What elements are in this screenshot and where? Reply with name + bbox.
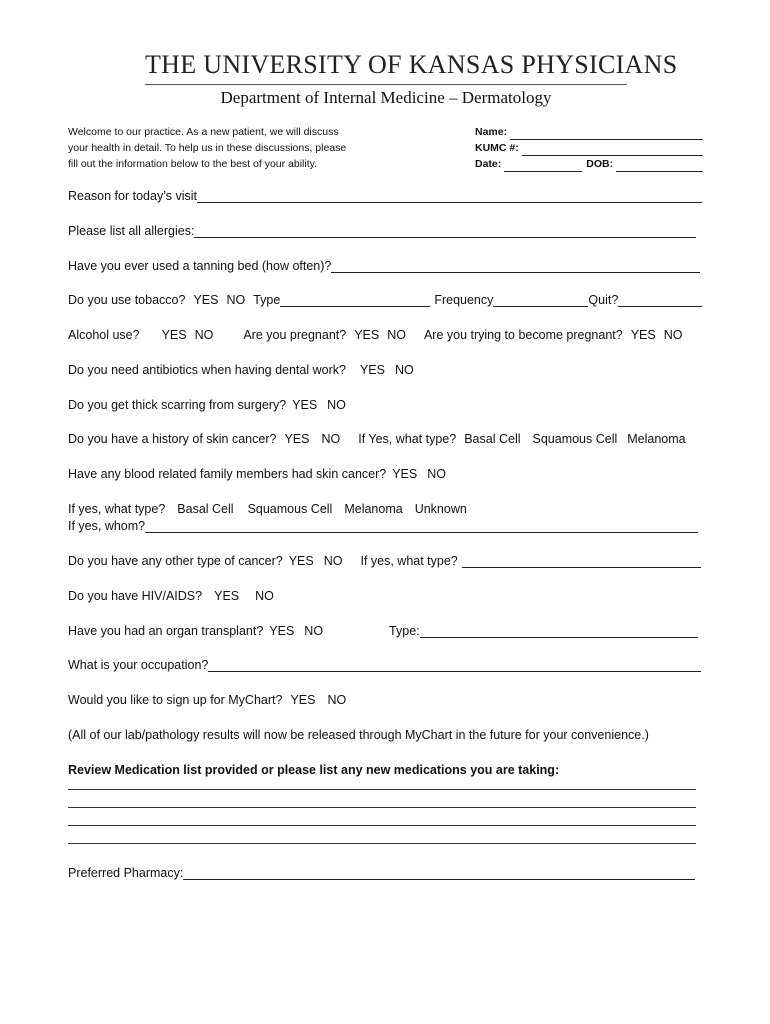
scarring-no-option[interactable]: NO (327, 398, 346, 412)
hiv-row (68, 585, 702, 603)
reason-row (68, 185, 702, 203)
intro-line: Welcome to our practice. As a new patient, we will discuss (68, 126, 339, 138)
family-whom-label: If yes, whom? (68, 519, 146, 533)
tobacco-frequency-field[interactable] (493, 293, 588, 307)
kumc-label: KUMC #: (475, 142, 519, 154)
other-cancer-yes-option[interactable]: YES (288, 554, 314, 568)
reason-field[interactable] (197, 189, 702, 203)
pregnant-label: Are you pregnant? (243, 328, 347, 342)
tanning-field[interactable] (331, 259, 700, 273)
antibiotics-yes-option[interactable]: YES (359, 363, 385, 377)
medications-line[interactable] (68, 789, 696, 790)
tanning-label: Have you ever used a tanning bed (how often)? (68, 259, 332, 273)
alcohol-no-option[interactable]: NO (194, 328, 214, 342)
date-label: Date: (475, 158, 502, 170)
family-yes-option[interactable]: YES (392, 467, 418, 481)
skin-cancer-label: Do you have a history of skin cancer? (68, 432, 277, 446)
alcohol-yes-option[interactable]: YES (161, 328, 187, 342)
skin-cancer-melanoma-option[interactable]: Melanoma (627, 432, 686, 446)
family-squamous-option[interactable]: Squamous Cell (247, 502, 333, 516)
transplant-type-field[interactable] (420, 624, 698, 638)
skin-cancer-basal-option[interactable]: Basal Cell (464, 432, 521, 446)
name-label: Name: (475, 126, 508, 138)
intro-line: your health in detail. To help us in these discussions, please (68, 142, 347, 154)
skin-cancer-squamous-option[interactable]: Squamous Cell (532, 432, 618, 446)
family-basal-option[interactable]: Basal Cell (177, 502, 234, 516)
trying-yes-option[interactable]: YES (630, 328, 656, 342)
reason-label: Reason for today’s visit (68, 189, 197, 203)
skin-cancer-yes-option[interactable]: YES (284, 432, 310, 446)
trying-no-option[interactable]: NO (663, 328, 683, 342)
scarring-row (68, 394, 702, 412)
scarring-label: Do you get thick scarring from surgery? (68, 398, 287, 412)
family-melanoma-option[interactable]: Melanoma (344, 502, 403, 516)
mychart-note-text: (All of our lab/pathology results will now be released through MyChart in the future for your convenience.) (68, 728, 649, 742)
transplant-row (68, 620, 698, 638)
tobacco-yes-option[interactable]: YES (193, 293, 219, 307)
kumc-field[interactable] (522, 144, 703, 156)
occupation-row (68, 654, 701, 672)
department-subtitle: Department of Internal Medicine – Dermatology (220, 88, 552, 107)
mychart-no-option[interactable]: NO (327, 693, 347, 707)
alcohol-label: Alcohol use? (68, 328, 140, 342)
transplant-type-label: Type: (389, 624, 420, 638)
title-divider (145, 84, 627, 85)
transplant-label: Have you had an organ transplant? (68, 624, 264, 638)
pregnant-yes-option[interactable]: YES (354, 328, 380, 342)
scarring-yes-option[interactable]: YES (292, 398, 318, 412)
mychart-row (68, 689, 702, 707)
transplant-no-option[interactable]: NO (304, 624, 324, 638)
hiv-label: Do you have HIV/AIDS? (68, 589, 203, 603)
tobacco-row (68, 289, 702, 307)
pharmacy-label: Preferred Pharmacy: (68, 866, 184, 880)
occupation-field[interactable] (208, 658, 701, 672)
medications-heading: Review Medication list provided or please list any new medications you are taking: (68, 763, 560, 777)
allergies-label: Please list all allergies: (68, 224, 195, 238)
antibiotics-label: Do you need antibiotics when having dental work? (68, 363, 346, 377)
tobacco-quit-label: Quit? (588, 293, 619, 307)
transplant-yes-option[interactable]: YES (269, 624, 295, 638)
mychart-yes-option[interactable]: YES (290, 693, 316, 707)
skin-cancer-row (68, 428, 702, 446)
tobacco-no-option[interactable]: NO (226, 293, 246, 307)
other-cancer-type-field[interactable] (462, 554, 701, 568)
pharmacy-field[interactable] (183, 866, 695, 880)
other-cancer-label: Do you have any other type of cancer? (68, 554, 283, 568)
tobacco-label: Do you use tobacco? (68, 293, 186, 307)
tobacco-type-field[interactable] (280, 293, 430, 307)
other-cancer-no-option[interactable]: NO (323, 554, 343, 568)
hiv-yes-option[interactable]: YES (214, 589, 240, 603)
antibiotics-row (68, 359, 702, 377)
allergies-field[interactable] (194, 224, 696, 238)
skin-cancer-type-label: If Yes, what type? (358, 432, 457, 446)
medications-heading-row (68, 759, 702, 777)
alcohol-row (68, 324, 702, 342)
antibiotics-no-option[interactable]: NO (394, 363, 414, 377)
tobacco-quit-field[interactable] (618, 293, 702, 307)
hiv-no-option[interactable]: NO (255, 589, 274, 603)
occupation-label: What is your occupation? (68, 658, 209, 672)
page-title: THE UNIVERSITY OF KANSAS PHYSICIANS (145, 50, 678, 79)
family-whom-field[interactable] (145, 519, 698, 533)
family-unknown-option[interactable]: Unknown (414, 502, 467, 516)
skin-cancer-no-option[interactable]: NO (321, 432, 341, 446)
dob-field[interactable] (616, 160, 703, 172)
other-cancer-type-label: If yes, what type? (360, 554, 458, 568)
family-type-label: If yes, what type? (68, 502, 166, 516)
tobacco-type-label: Type (253, 293, 281, 307)
other-cancer-row (68, 550, 701, 568)
dob-label: DOB: (586, 158, 614, 170)
medications-line[interactable] (68, 807, 696, 808)
date-field[interactable] (504, 160, 582, 172)
allergies-row (68, 220, 696, 238)
pregnant-no-option[interactable]: NO (387, 328, 406, 342)
family-type-row (68, 498, 702, 516)
intro-line: fill out the information below to the best of your ability. (68, 158, 318, 170)
tanning-row (68, 255, 700, 273)
medications-line[interactable] (68, 843, 696, 844)
mychart-label: Would you like to sign up for MyChart? (68, 693, 283, 707)
pharmacy-row (68, 862, 695, 880)
mychart-note (68, 724, 702, 742)
patient-info (475, 124, 703, 172)
tobacco-frequency-label: Frequency (434, 293, 494, 307)
family-whom-row (68, 515, 698, 533)
medications-line[interactable] (68, 825, 696, 826)
name-field[interactable] (510, 128, 703, 140)
trying-pregnant-label: Are you trying to become pregnant? (423, 328, 623, 342)
family-skin-cancer-row (68, 463, 702, 481)
family-no-option[interactable]: NO (427, 467, 446, 481)
intro-text (68, 124, 346, 172)
family-skin-cancer-label: Have any blood related family members had skin cancer? (68, 467, 387, 481)
